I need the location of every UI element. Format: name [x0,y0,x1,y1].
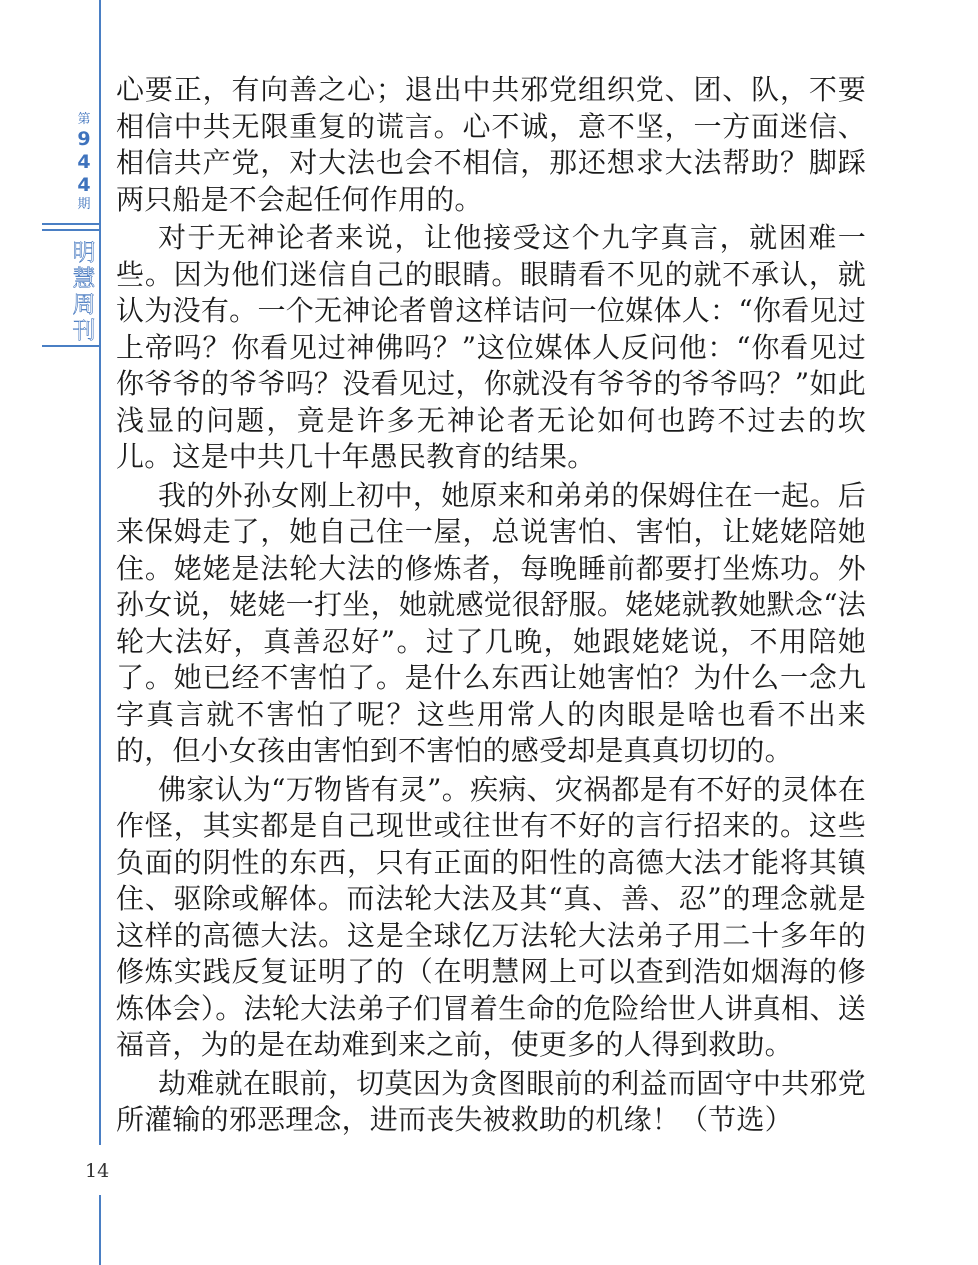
magazine-title [70,240,98,344]
issue-suffix: 期 [77,197,91,212]
magazine-char: 明 [72,240,96,266]
paragraph: 我的外孙女刚上初中，她原来和弟弟的保姆住在一起。后来保姆走了，她自己住一屋，总说害怕、害怕，让姥姥陪她住。姥姥是法轮大法的修炼者，每晚睡前都要打坐炼功。外孙女说，姥姥一打坐，她就感觉很舒服。姥姥就教她默念“法轮大法好，真善忍好”。过了几晚，她跟姥姥说，不用陪她了。她已经不害怕了。是什么东西让她害怕？为什么一念九字真言就不害怕了呢？这些用常人的肉眼是啥也看不出来的，但小女孩由害怕到不害怕的感受却是真真切切的。 [116,478,866,767]
divider-line [42,223,100,225]
magazine-char: 慧 [72,266,96,292]
divider-line [42,229,100,231]
paragraph: 劫难就在眼前，切莫因为贪图眼前的利益而固守中共邪党所灌输的邪恶理念，进而丧失被救助的机缘！（节选） [116,1066,866,1136]
magazine-char: 刊 [72,318,96,344]
page-number: 14 [85,1160,110,1182]
magazine-char: 周 [72,292,96,318]
paragraph: 对于无神论者来说，让他接受这个九字真言，就困难一些。因为他们迷信自己的眼睛。眼睛看不见的就不承认，就认为没有。一个无神论者曾这样诘问一位媒体人：“你看见过上帝吗？你看见过神佛吗？”这位媒体人反问他：“你看见过你爷爷的爷爷吗？没看见过，你就没有爷爷的爷爷吗？”如此浅显的问题，竟是许多无神论者无论如何也跨不过去的坎儿。这是中共几十年愚民教育的结果。 [116,221,866,473]
issue-digit: 4 [77,151,91,173]
issue-digit: 4 [77,174,91,196]
paragraph: 心要正，有向善之心；退出中共邪党组织党、团、队，不要相信中共无限重复的谎言。心不诚，意不坚，一方面迷信、相信共产党，对大法也会不相信，那还想求大法帮助？脚踩两只船是不会起任何作用的。 [116,73,866,216]
article-body [116,72,866,1141]
issue-number [70,112,98,213]
margin-rule [99,0,101,1265]
issue-prefix: 第 [77,112,91,127]
issue-digit: 9 [77,128,91,150]
divider-line [42,345,100,347]
paragraph: 佛家认为“万物皆有灵”。疾病、灾祸都是有不好的灵体在作怪，其实都是自己现世或往世有不好的言行招来的。这些负面的阴性的东西，只有正面的阳性的高德大法才能将其镇住、驱除或解体。而法轮大法及其“真、善、忍”的理念就是这样的高德大法。这是全球亿万法轮大法弟子用二十多年的修炼实践反复证明了的（在明慧网上可以查到浩如烟海的修炼体会）。法轮大法弟子们冒着生命的危险给世人讲真相、送福音，为的是在劫难到来之前，使更多的人得到救助。 [116,772,866,1061]
